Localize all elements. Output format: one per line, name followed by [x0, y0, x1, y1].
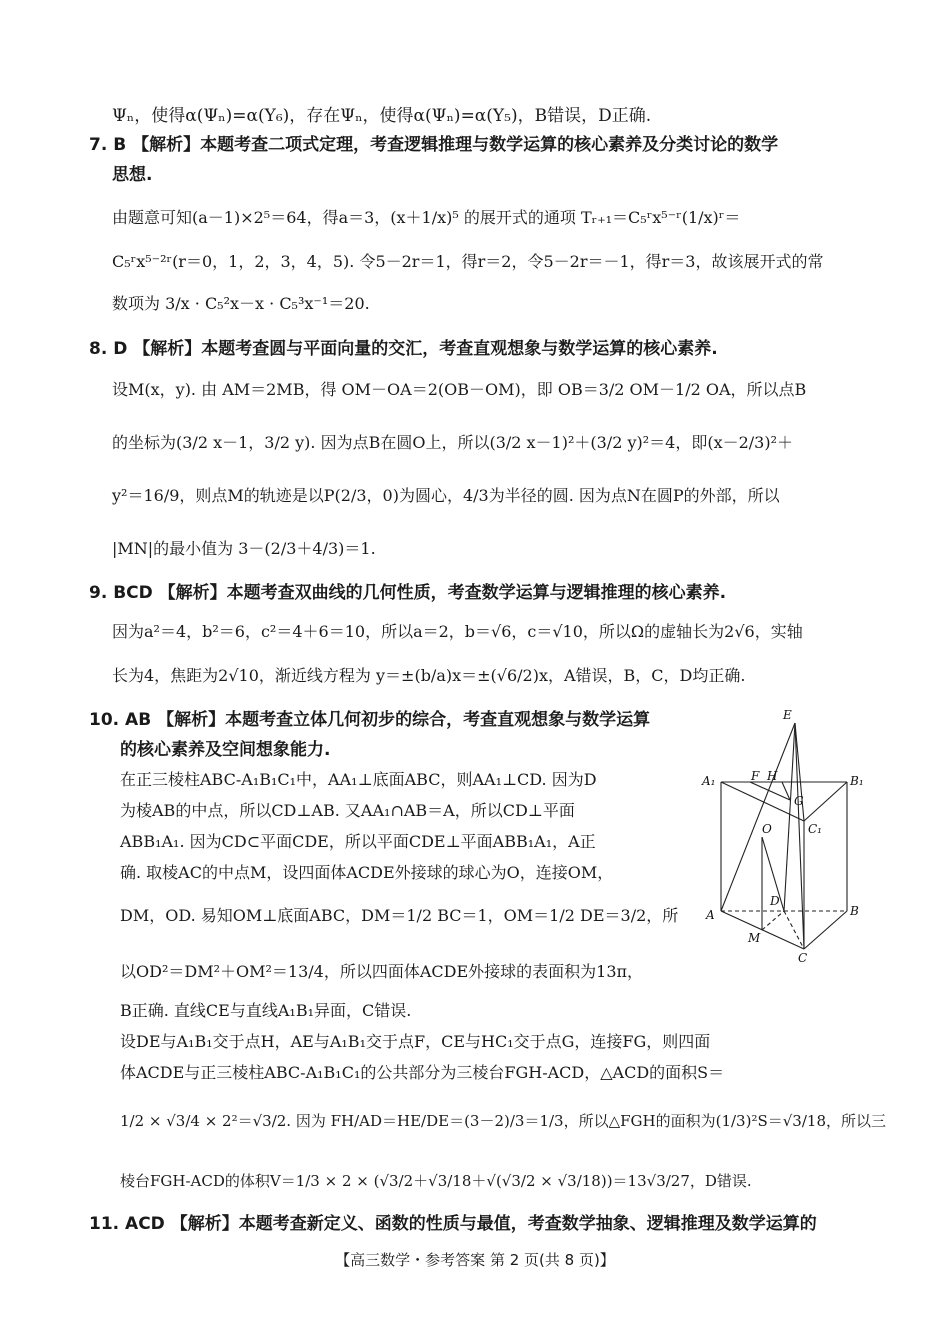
line-text: |MN|的最小值为 3－(2/3＋4/3)＝1.	[112, 539, 376, 558]
page-footer: 【高三数学・参考答案 第 2 页(共 8 页)】	[335, 1251, 615, 1269]
label-M: M	[748, 931, 761, 945]
label-A1: A₁	[702, 774, 716, 788]
text-line	[112, 484, 780, 508]
text-line	[120, 1030, 710, 1054]
text-line	[120, 830, 596, 854]
text-line	[112, 292, 370, 316]
line-text: 设M(x，y). 由 AM＝2MB，得 OM－OA＝2(OB－OM)，即 OB＝3/2 OM－1/2 OA，所以点B	[112, 380, 807, 399]
text-line	[120, 960, 643, 984]
text-line	[120, 1109, 886, 1133]
line-text: Ψₙ，使得α(Ψₙ)=α(Υ₆)，存在Ψₙ，使得α(Ψₙ)=α(Υ₅)，B错误，D正确.	[112, 106, 652, 126]
text-line	[120, 861, 613, 885]
line-text: 1/2 × √3/4 × 2²＝√3/2. 因为 FH/AD＝HE/DE＝(3－2)/3＝1/3，所以△FGH的面积为(1/3)²S＝√3/18，所以三	[120, 1112, 886, 1130]
line-text: 体ACDE与正三棱柱ABC-A₁B₁C₁的公共部分为三棱台FGH-ACD，△ACD的面积S＝	[120, 1063, 725, 1082]
line-text: 数项为 3/x · C₅²x－x · C₅³x⁻¹＝20.	[112, 294, 370, 313]
text-line	[112, 620, 803, 644]
prism-figure	[700, 705, 870, 965]
text-line	[112, 163, 152, 187]
line-text: ABB₁A₁. 因为CD⊂平面CDE，所以平面CDE⊥平面ABB₁A₁，A正	[120, 832, 596, 851]
label-O: O	[762, 822, 772, 836]
text-line	[120, 1061, 724, 1085]
text-line	[89, 1212, 817, 1236]
line-text: y²＝16/9，则点M的轨迹是以P(2/3，0)为圆心，4/3为半径的圆. 因为点N在圆P的外部，所以	[112, 486, 780, 505]
line-text: 棱台FGH-ACD的体积V＝1/3 × 2 × (√3/2＋√3/18＋√(√3/2 × √3/18))＝13√3/27，D错误.	[120, 1172, 752, 1190]
text-line	[89, 581, 726, 605]
line-text: 设DE与A₁B₁交于点H，AE与A₁B₁交于点F，CE与HC₁交于点G，连接FG，则四面	[120, 1032, 711, 1051]
line-text: 本题考查圆与平面向量的交汇，考查直观想象与数学运算的核心素养.	[201, 339, 718, 359]
line-text: 由题意可知(a－1)×2⁵＝64，得a＝3，(x＋1/x)⁵ 的展开式的通项 Tᵣ₊₁＝C₅ʳx⁵⁻ʳ(1/x)ʳ＝	[112, 208, 741, 227]
label-A: A	[706, 908, 715, 922]
line-text: C₅ʳx⁵⁻²ʳ(r＝0，1，2，3，4，5). 令5－2r＝1，得r＝2，令5－2r＝－1，得r＝3，故该展开式的常	[112, 252, 824, 271]
text-line	[120, 799, 575, 823]
text-line	[112, 664, 745, 688]
line-text: 确. 取棱AC的中点M，设四面体ACDE外接球的球心为O，连接OM，	[120, 863, 614, 882]
line-text: 为棱AB的中点，所以CD⊥AB. 又AA₁∩AB＝A，所以CD⊥平面	[120, 801, 575, 820]
question-label: 10. AB 【解析】	[89, 710, 226, 730]
question-label: 9. BCD 【解析】	[89, 583, 227, 603]
line-text: 的坐标为(3/2 x－1，3/2 y). 因为点B在圆O上，所以(3/2 x－1)²＋(3/2 y)²＝4，即(x－2/3)²＋	[112, 433, 794, 452]
question-label: 7. B 【解析】	[89, 135, 201, 155]
line-text: B正确. 直线CE与直线A₁B₁异面，C错误.	[120, 1001, 412, 1020]
text-line	[120, 999, 411, 1023]
label-B1: B₁	[850, 774, 864, 788]
line-text: 本题考查双曲线的几何性质，考查数学运算与逻辑推理的核心素养.	[226, 583, 727, 603]
question-label: 8. D 【解析】	[89, 339, 202, 359]
label-E: E	[783, 708, 792, 722]
text-line	[89, 337, 718, 361]
text-line	[89, 133, 778, 157]
label-C1: C₁	[808, 822, 822, 836]
label-D: D	[770, 894, 780, 908]
line-text: 的核心素养及空间想象能力.	[120, 740, 331, 760]
label-G: G	[794, 794, 804, 808]
text-line	[112, 537, 376, 561]
line-text: 在正三棱柱ABC-A₁B₁C₁中，AA₁⊥底面ABC，则AA₁⊥CD. 因为D	[120, 770, 597, 789]
line-text: 本题考查新定义、函数的性质与最值，考查数学抽象、逻辑推理及数学运算的	[238, 1214, 817, 1234]
text-line	[112, 250, 823, 274]
text-line	[112, 378, 806, 402]
text-line	[112, 206, 740, 230]
label-C: C	[798, 951, 808, 965]
text-line	[112, 431, 793, 455]
label-H: H	[767, 769, 778, 783]
question-label: 11. ACD 【解析】	[89, 1214, 239, 1234]
label-F: F	[751, 769, 760, 783]
text-line	[120, 904, 678, 928]
line-text: 本题考查立体几何初步的综合，考查直观想象与数学运算	[225, 710, 651, 730]
line-text: 长为4，焦距为2√10，渐近线方程为 y＝±(b/a)x＝±(√6/2)x，A错误，B，C，D均正确.	[112, 666, 746, 685]
text-line	[120, 1169, 752, 1193]
text-line	[120, 768, 597, 792]
text-line	[89, 708, 650, 732]
line-text: 思想.	[112, 165, 153, 185]
line-text: 因为a²＝4，b²＝6，c²＝4＋6＝10，所以a＝2，b＝√6，c＝√10，所以Ω的虚轴长为2√6，实轴	[112, 622, 803, 641]
text-line	[112, 104, 651, 128]
line-text: DM，OD. 易知OM⊥底面ABC，DM＝1/2 BC＝1，OM＝1/2 DE＝3/2，所	[120, 906, 679, 925]
text-line	[120, 738, 330, 762]
line-text: 以OD²＝DM²＋OM²＝13/4，所以四面体ACDE外接球的表面积为13π，	[120, 962, 644, 981]
line-text: 本题考查二项式定理，考查逻辑推理与数学运算的核心素养及分类讨论的数学	[200, 135, 779, 155]
label-B: B	[850, 904, 859, 918]
